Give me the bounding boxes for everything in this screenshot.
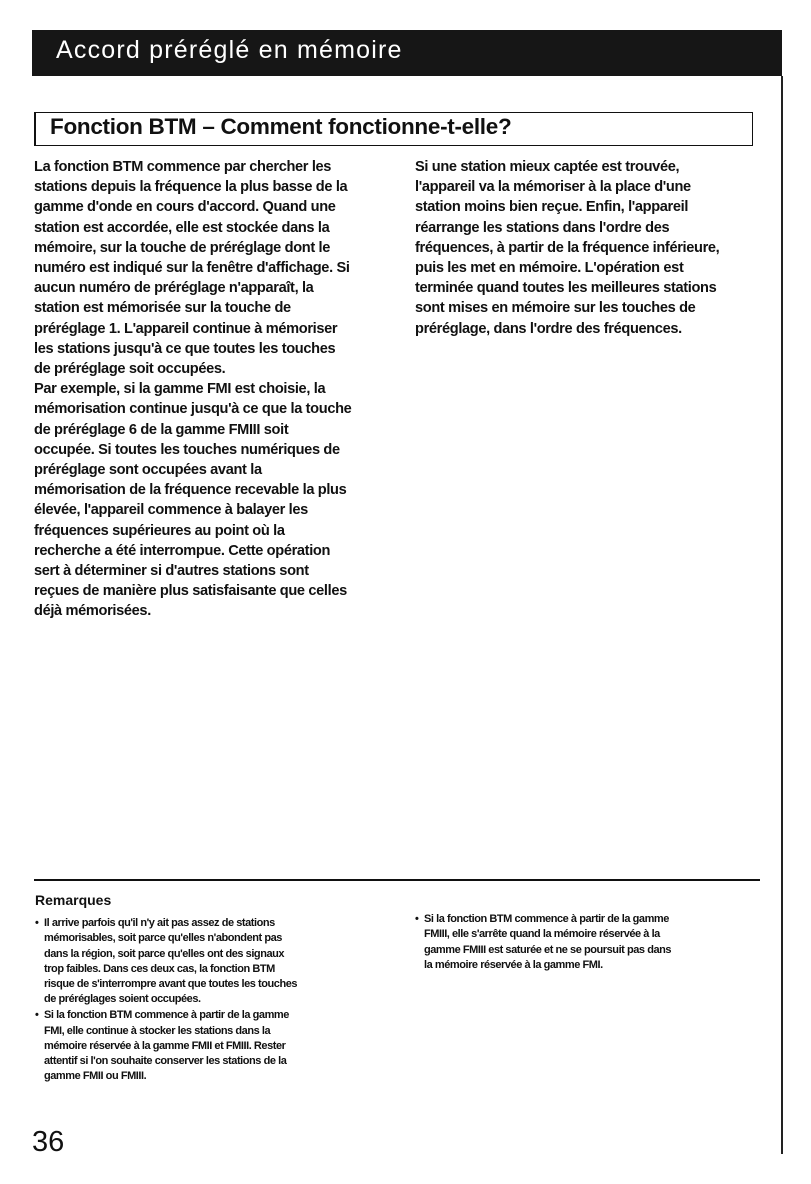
page-header-title: Accord préréglé en mémoire	[56, 36, 403, 64]
body-line: stations depuis la fréquence la plus basse de la	[34, 179, 348, 196]
remark-item	[35, 916, 395, 1008]
body-line: recherche a été interrompue. Cette opération	[34, 542, 331, 559]
remark-line: dans la région, soit parce qu'elles ont des signaux	[44, 947, 285, 960]
body-line: déjà mémorisées.	[34, 603, 151, 620]
remark-line: gamme FMIII est saturée et ne se poursuit pas dans	[424, 943, 672, 956]
body-line: Par exemple, si la gamme FMI est choisie, la	[34, 381, 326, 398]
remark-line: FMI, elle continue à stocker les stations dans la	[44, 1024, 271, 1037]
body-line: préréglage sont occupées avant la	[34, 462, 262, 479]
body-line: mémoire, sur la touche de préréglage dont le	[34, 239, 331, 256]
body-line: fréquences supérieures au point où la	[34, 522, 285, 539]
body-line: La fonction BTM commence par chercher les	[34, 159, 332, 175]
bullet-icon: •	[415, 913, 419, 925]
remark-line: Il arrive parfois qu'il n'y ait pas assez de stations	[44, 917, 275, 929]
body-line: numéro est indiqué sur la fenêtre d'affichage. Si	[34, 260, 350, 277]
body-line: sert à déterminer si d'autres stations sont	[34, 563, 309, 580]
body-line: mémorisation de la fréquence recevable la plus	[34, 482, 347, 499]
body-line: reçues de manière plus satisfaisante que celles	[34, 583, 347, 600]
body-column-left	[34, 157, 384, 622]
bullet-icon: •	[35, 917, 39, 929]
body-line: station est mémorisée sur la touche de	[34, 300, 291, 317]
body-line: mémorisation continue jusqu'à ce que la touche	[34, 401, 352, 418]
page-number: 36	[32, 1126, 65, 1158]
body-line: terminée quand toutes les meilleures stations	[415, 280, 717, 297]
remark-line: attentif si l'on souhaite conserver les stations de la	[44, 1055, 287, 1068]
remark-line: de préréglages soient occupées.	[44, 993, 201, 1006]
body-line: fréquences, à partir de la fréquence inférieure,	[415, 239, 720, 256]
section-title: Fonction BTM – Comment fonctionne-t-elle?	[50, 114, 512, 139]
body-line: sont mises en mémoire sur les touches de	[415, 300, 696, 317]
remark-text	[44, 1008, 289, 1084]
remark-line: trop faibles. Dans ces deux cas, la fonction BTM	[44, 962, 275, 975]
remark-line: FMIII, elle s'arrête quand la mémoire réservée à la	[424, 928, 660, 941]
remark-line: gamme FMII ou FMIII.	[44, 1070, 147, 1083]
remarks-column-right	[415, 912, 765, 974]
header-band	[32, 30, 782, 76]
body-line: Si une station mieux captée est trouvée,	[415, 159, 680, 175]
body-line: les stations jusqu'à ce que toutes les touches	[34, 340, 336, 357]
body-line: station est accordée, elle est stockée dans la	[34, 219, 330, 236]
right-margin-rule	[781, 76, 783, 1154]
remark-text	[44, 916, 297, 1008]
remark-item	[35, 1008, 395, 1084]
remarks-column-left	[35, 916, 395, 1085]
remark-line: la mémoire réservée à la gamme FMI.	[424, 958, 603, 971]
bullet-icon: •	[35, 1009, 39, 1022]
body-line: gamme d'onde en cours d'accord. Quand une	[34, 199, 336, 216]
body-line: élevée, l'appareil commence à balayer les	[34, 502, 308, 519]
remark-line: mémorisables, soit parce qu'elles n'abondent pas	[44, 932, 282, 945]
remarks-divider	[34, 879, 760, 881]
remark-text	[424, 912, 671, 973]
body-line: réarrange les stations dans l'ordre des	[415, 219, 670, 236]
body-line: l'appareil va la mémoriser à la place d'une	[415, 179, 691, 196]
body-line: de préréglage soit occupées.	[34, 361, 226, 378]
remark-line: risque de s'interrompre avant que toutes les touches	[44, 978, 298, 991]
section-title-box	[34, 112, 753, 146]
body-line: occupée. Si toutes les touches numériques de	[34, 441, 340, 458]
body-column-right	[415, 157, 760, 339]
remark-line: Si la fonction BTM commence à partir de la gamme	[424, 913, 669, 925]
body-line: préréglage 1. L'appareil continue à mémoriser	[34, 320, 338, 337]
remark-line: mémoire réservée à la gamme FMII et FMIII. Rester	[44, 1039, 286, 1052]
remarks-heading: Remarques	[35, 892, 112, 908]
body-line: de préréglage 6 de la gamme FMIII soit	[34, 421, 289, 438]
body-line: puis les met en mémoire. L'opération est	[415, 260, 684, 277]
body-line: station moins bien reçue. Enfin, l'appareil	[415, 199, 689, 216]
remark-line: Si la fonction BTM commence à partir de la gamme	[44, 1009, 289, 1022]
remark-item	[415, 912, 765, 973]
body-line: aucun numéro de préréglage n'apparaît, la	[34, 280, 314, 297]
body-line: préréglage, dans l'ordre des fréquences.	[415, 320, 682, 337]
